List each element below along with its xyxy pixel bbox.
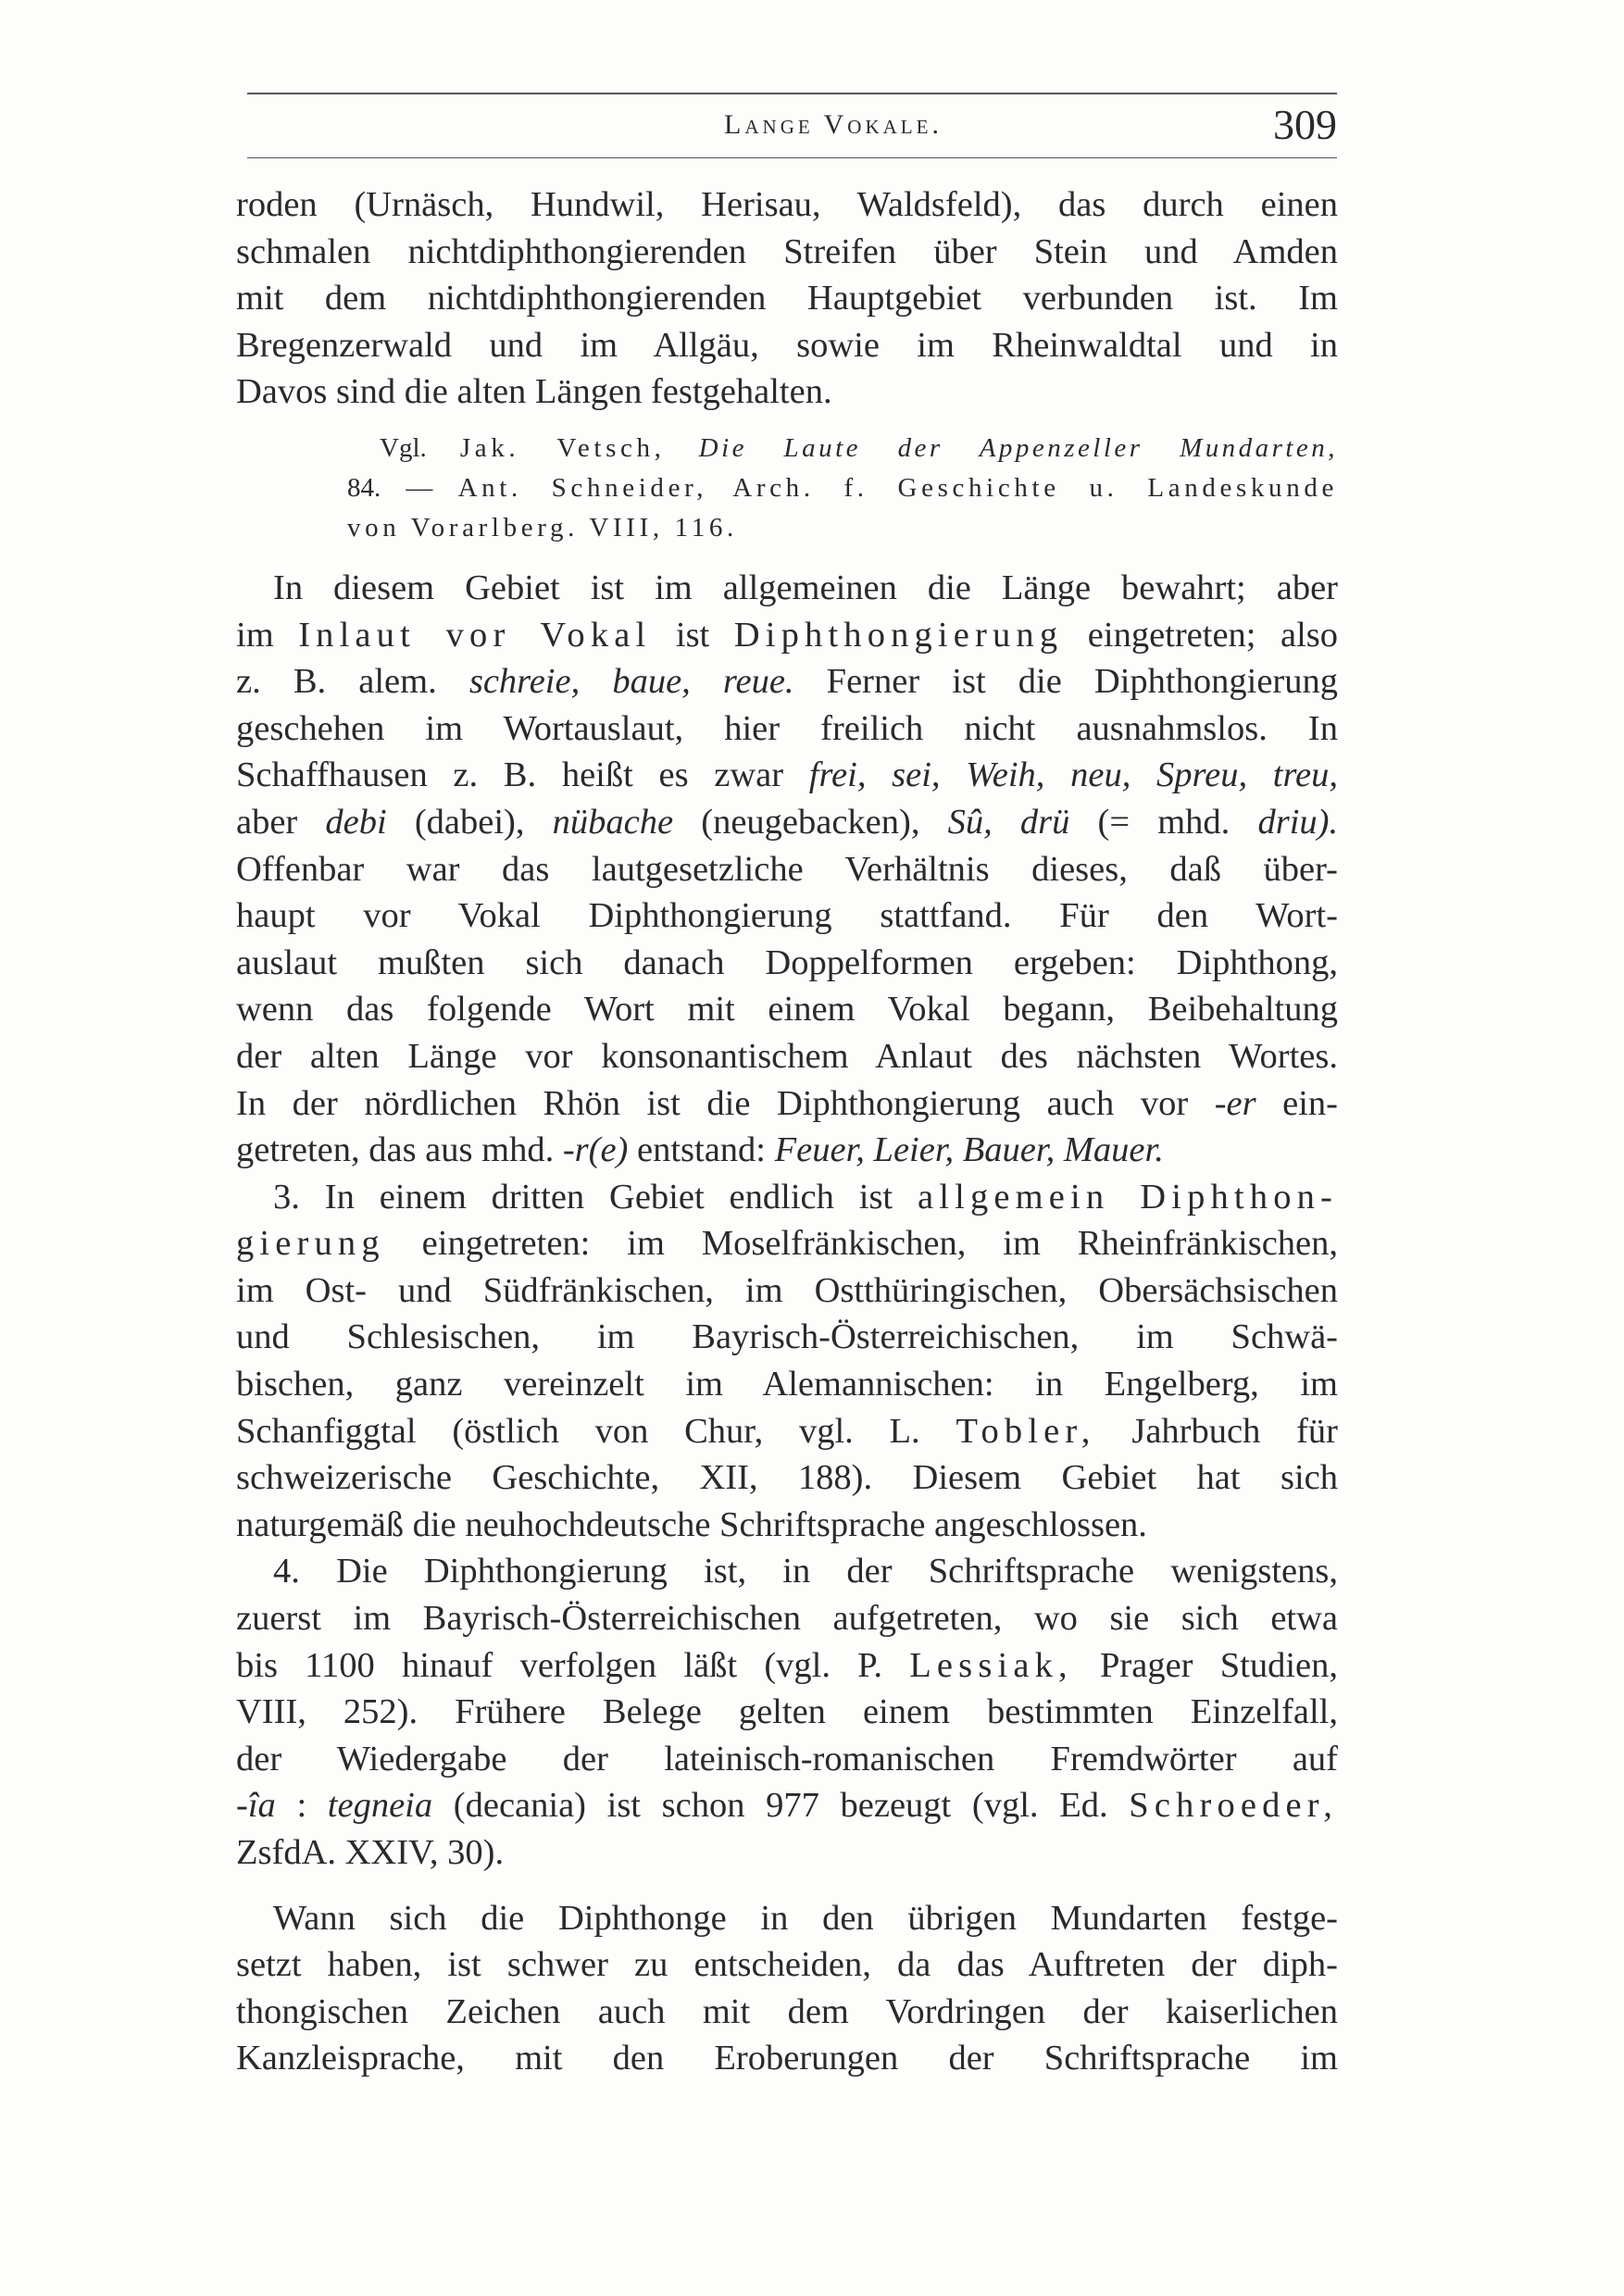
emphasis-spaced: gierung [236, 1224, 385, 1264]
text-run: bis 1100 hinauf verfolgen läßt (vgl. P. [236, 1645, 882, 1685]
text-line [236, 1080, 1338, 1128]
text-line [236, 1220, 1338, 1267]
text-line [236, 752, 1338, 799]
author-name: Schroeder, [1129, 1786, 1339, 1826]
paragraph-1 [236, 181, 1338, 416]
text-line [236, 1174, 1338, 1221]
text-run: (neugebacken), [701, 802, 920, 842]
text-run: In der nördlichen Rhön ist die Diphthongierung auch vor [236, 1083, 1189, 1123]
example-words: Feuer, Leier, Bauer, Mauer. [774, 1130, 1164, 1170]
note-text: 84. — [347, 472, 433, 503]
text-line [236, 799, 1338, 846]
note-text: Vgl. [380, 432, 427, 463]
text-line [236, 1782, 1338, 1829]
header-rule-top [247, 93, 1337, 94]
text-run: eingetreten; also [1087, 615, 1339, 655]
text-line: Wann sich die Diphthonge in den übrigen Mundarten festge- [273, 1898, 1338, 1938]
paragraph-5 [236, 1895, 1338, 2082]
emphasis-spaced: allgemein Diphthon- [918, 1177, 1339, 1217]
page-number: 309 [1273, 101, 1337, 148]
text-line [236, 1642, 1338, 1690]
text-run: Jahrbuch für [1131, 1411, 1338, 1451]
text-line: roden (Urnäsch, Hundwil, Herisau, Waldsfeld), das durch einen [236, 185, 1338, 224]
author-name: Ant. Schneider, [457, 472, 708, 503]
text-run: eingetreten: im Moselfränkischen, im Rheinfränkischen, [421, 1224, 1339, 1264]
text-line: Kanzleisprache, mit den Eroberungen der Schriftsprache im [236, 2039, 1338, 2078]
emphasis-spaced: Diphthongierung [733, 615, 1064, 655]
paragraph-3 [236, 1174, 1338, 1549]
emphasis-spaced: Inlaut vor Vokal [298, 615, 652, 655]
text-run: ist [675, 615, 710, 655]
text-run: aber [236, 802, 298, 842]
page-body [236, 181, 1338, 2082]
text-line: der alten Länge vor konsonantischem Anlaut des nächsten Wortes. [236, 1036, 1338, 1076]
author-name: Tobler, [956, 1411, 1096, 1451]
example-words: Sû, drü [947, 802, 1070, 842]
author-name: Lessiak, [909, 1645, 1073, 1685]
header-rule-bottom [247, 157, 1337, 158]
text-line: 4. Die Diphthongierung ist, in der Schriftsprache wenigstens, [273, 1552, 1338, 1591]
note-line [236, 468, 1338, 508]
text-run: ein- [1282, 1083, 1338, 1123]
text-line: schmalen nichtdiphthongierenden Streifen über Stein und Amden [236, 231, 1338, 271]
text-run: Ferner ist die Diphthongierung [826, 662, 1338, 702]
note-line [236, 429, 1338, 468]
note-text: von Vorarlberg. VIII, 116. [347, 512, 738, 543]
text-line: haupt vor Vokal Diphthongierung stattfand. Für den Wort- [236, 896, 1338, 936]
example-words: nübache [552, 802, 674, 842]
text-line: wenn das folgende Wort mit einem Vokal begann, Beibehaltung [236, 990, 1338, 1029]
text-run: getreten, das aus mhd. [236, 1130, 555, 1170]
text-run: Schanfiggtal (östlich von Chur, vgl. L. [236, 1411, 920, 1451]
example-words: -r(e) [562, 1130, 629, 1170]
example-words: -îa [236, 1786, 276, 1826]
text-line: bischen, ganz vereinzelt im Alemannischen: in Engelberg, im [236, 1365, 1338, 1404]
text-line: Davos sind die alten Längen festgehalten. [236, 372, 832, 412]
text-run: entstand: [637, 1130, 766, 1170]
text-run: z. B. alem. [236, 662, 437, 702]
text-line: setzt haben, ist schwer zu entscheiden, da das Auftreten der diph- [236, 1945, 1338, 1985]
example-words: debi [325, 802, 387, 842]
example-words: tegneia [327, 1786, 433, 1826]
paragraph-2 [236, 565, 1338, 1174]
text-run: 3. In einem dritten Gebiet endlich ist [273, 1177, 893, 1217]
text-line: Bregenzerwald und im Allgäu, sowie im Rheinwaldtal und in [236, 325, 1338, 365]
example-words: frei, sei, Weih, neu, Spreu, treu, [808, 755, 1338, 795]
text-line: schweizerische Geschichte, XII, 188). Diesem Gebiet hat sich [236, 1458, 1338, 1498]
example-words: schreie, baue, reue. [468, 662, 794, 702]
text-run: Prager Studien, [1100, 1645, 1339, 1685]
text-line [236, 658, 1338, 705]
text-run: : [296, 1786, 307, 1826]
text-run: (decania) ist schon 977 bezeugt (vgl. Ed. [453, 1786, 1108, 1826]
reference-note [236, 429, 1338, 548]
example-words: driu). [1257, 802, 1339, 842]
text-run: im [236, 615, 274, 655]
text-line [236, 1408, 1338, 1455]
work-title: Die Laute der Appenzeller Mundarten, [698, 432, 1338, 463]
example-words: -er [1214, 1083, 1256, 1123]
paragraph-4 [236, 1548, 1338, 1876]
running-head: Lange Vokale. [724, 109, 943, 140]
text-line: zuerst im Bayrisch-Österreichischen aufgetreten, wo sie sich etwa [236, 1599, 1338, 1639]
text-line: naturgemäß die neuhochdeutsche Schriftsprache angeschlossen. [236, 1504, 1147, 1544]
note-line [236, 508, 1338, 548]
text-run: (dabei), [414, 802, 525, 842]
text-line: VIII, 252). Frühere Belege gelten einem bestimmten Einzelfall, [236, 1692, 1338, 1732]
text-line: im Ost- und Südfränkischen, im Ostthüringischen, Obersächsischen [236, 1270, 1338, 1310]
text-line: mit dem nichtdiphthongierenden Hauptgebiet verbunden ist. Im [236, 279, 1338, 318]
text-line: Offenbar war das lautgesetzliche Verhältnis dieses, daß über- [236, 849, 1338, 889]
text-line: der Wiedergabe der lateinisch-romanischen Fremdwörter auf [236, 1739, 1338, 1778]
text-line [236, 612, 1338, 659]
text-line: geschehen im Wortauslaut, hier freilich nicht ausnahmslos. In [236, 708, 1338, 748]
paragraph-gap [236, 1877, 1338, 1895]
text-line: In diesem Gebiet ist im allgemeinen die Länge bewahrt; aber [273, 568, 1338, 607]
note-text: Arch. f. Geschichte u. Landeskunde [732, 472, 1338, 503]
text-line: auslaut mußten sich danach Doppelformen ergeben: Diphthong, [236, 942, 1338, 982]
text-line [236, 1127, 1338, 1174]
text-line: thongischen Zeichen auch mit dem Vordringen der kaiserlichen [236, 1991, 1338, 2031]
text-run: Schaffhausen z. B. heißt es zwar [236, 755, 784, 795]
author-name: Jak. Vetsch, [459, 432, 666, 463]
text-line: und Schlesischen, im Bayrisch-Österreichischen, im Schwä- [236, 1317, 1338, 1357]
text-run: (= mhd. [1097, 802, 1230, 842]
text-line: ZsfdA. XXIV, 30). [236, 1833, 505, 1872]
